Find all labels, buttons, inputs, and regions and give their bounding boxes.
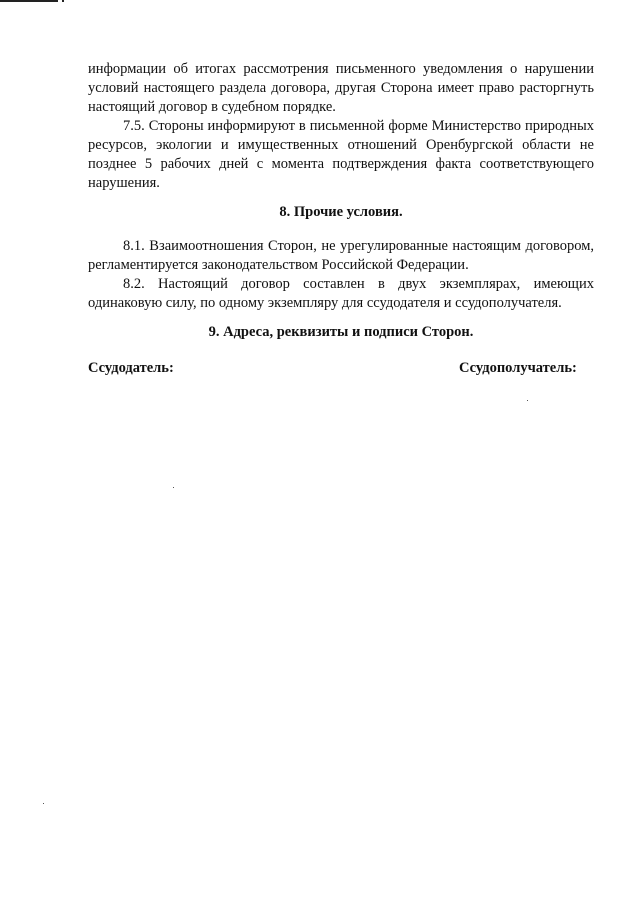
section8-title: 8. Прочие условия. [279, 204, 403, 220]
scan-speck [527, 400, 528, 401]
lender-label: Ссудодатель: [88, 360, 174, 376]
scan-artifact [0, 0, 58, 2]
clause-8-2: 8.2. Настоящий договор составлен в двух экземплярах, имеющих одинаковую силу, по одному экземпляру для ссудодателя и ссудополучателя. [88, 276, 594, 311]
section7-text [88, 60, 594, 193]
scan-speck [173, 487, 174, 488]
section7-continuation: информации об итогах рассмотрения письменного уведомления о нарушении условий настоящего раздела договора, другая Сторона имеет право расторгнуть настоящий договор в судебном порядке. [88, 61, 594, 115]
section9-title: 9. Адреса, реквизиты и подписи Сторон. [208, 324, 474, 340]
scan-speck [43, 803, 44, 804]
scan-artifact [62, 0, 64, 2]
section8-text [88, 237, 594, 313]
borrower-label: Ссудополучатель: [459, 360, 577, 376]
clause-7-5: 7.5. Стороны информируют в письменной форме Министерство природных ресурсов, экологии и имущественных отношений Оренбургской области не позднее 5 рабочих дней с момента подтверждения факта соответствующего нарушения. [88, 118, 594, 191]
clause-8-1: 8.1. Взаимоотношения Сторон, не урегулированные настоящим договором, регламентируется законодательством Российской Федерации. [88, 238, 594, 273]
